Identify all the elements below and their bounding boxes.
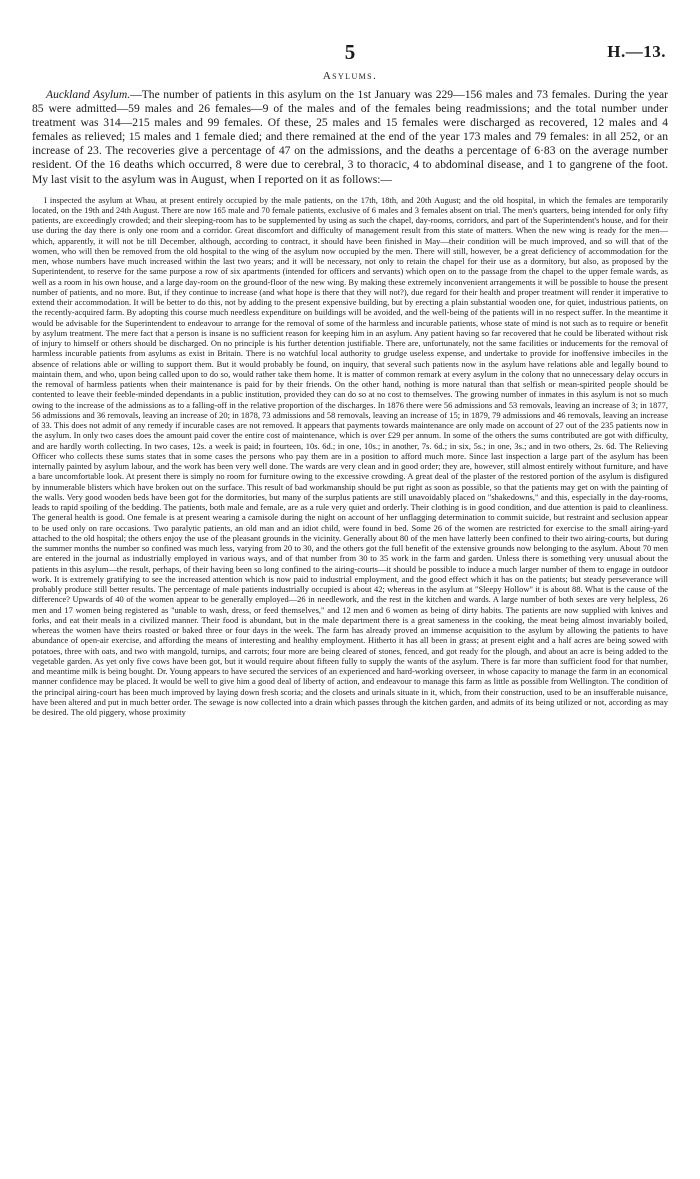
page-number: 5 xyxy=(344,40,356,64)
document-code: H.—13. xyxy=(607,42,666,61)
intro-lead-heading: Auckland Asylum. xyxy=(46,88,131,101)
document-page xyxy=(32,18,668,717)
page-header xyxy=(32,18,668,62)
section-title: Asylums. xyxy=(322,70,378,82)
report-paragraph: I inspected the asylum at Whau, at present entirely occupied by the male patients, on the 17th, 18th, and 20th August; and the old hospital, in which the females are temporarily located, on the 19th and 24th August. There are now 165 male and 70 female patients, exclusive of 6 males and 3 females absent on trial. The men's quarters, being intended for only fifty patients, are exceedingly crowded; and their sleeping-room has to be supplemented by using as such the chapel, day-rooms, corridors, and part of the Superintendent's house, and for their use during the day there is only one room and a corridor. Great discomfort and difficulty of management result from this state of matters. When the new wing is ready for the men—which, apparently, it will not be till December, although, according to contract, it should have been finished in May—their condition will be much improved, and so will that of the women, who will then be removed from the old hospital to the wing of the asylum now occupied by the men. There will still, however, be a great deficiency of accommodation for the men, whose numbers have much increased within the last two years; and it will be necessary, not only to retain the chapel for their use as a dormitory, but also, as proposed by the Superintendent, to reserve for the same purpose a row of six apartments (intended for officers and servants) which open on to the passage from the chapel to the upper female wards, as well as a room in his own house, and a large day-room on the ground-floor of the new wing. By making these extremely inconvenient arrangements it will be possible to house the present number of patients, and no more. But, if they continue to increase (and what hope is there that they will not?), due regard for their health and proper treatment will render it imperative to extend their accommodation. It will be better to do this, not by adding to the present expensive building, but by erecting a plain substantial wooden one, for quiet, industrious patients, on the recently-acquired farm. By adopting this course much needless expenditure on buildings will be avoided, and the well-being of the patients will in no respect suffer. In the meantime it would be advisable for the Superintendent to endeavour to arrange for the removal of some of the harmless and incurable patients, whose state of mind is not such as to require or benefit by asylum treatment. The mere fact that a person is insane is no sufficient reason for keeping him in an asylum. Any patient having so far recovered that he could be liberated without risk of injury to himself or others should be discharged. On no principle is his further detention justifiable. There are, unfortunately, not the same facilities or inducements for the removal of harmless incurable patients from asylums as exist in Britain. There is no watchful local authority to grudge useless expense, and undertake to provide for inoffensive imbeciles in the absence of relations able or willing to support them. But it would probably be found, on inquiry, that several such patients now in the asylum have relations able and legally bound to maintain them, and who, upon being called upon to do so, would rather take them home. It is matter of common remark at every asylum in the colony that no unnecessary delay occurs in the removal of harmless patients when their maintenance is paid for by their friends. On the other hand, nothing is more natural than that selfish or mean-spirited people should be contented to leave their feeble-minded dependants in a public institution, provided they can do so at no cost to themselves. The growing number of inmates in this asylum is not so much owing to the increase of the admissions as to a falling-off in the relative proportion of the discharges. In 1876 there were 56 admissions and 53 removals, leaving an increase of 3; in 1877, 56 admissions and 36 removals, leaving an increase of 20; in 1878, 73 admissions and 58 removals, leaving an increase of 15; in 1879, 79 admissions and 46 removals, leaving an increase of 33. This does not admit of any remedy if incurable cases are not removed. It appears that payments towards maintenance are only made on account of 27 out of the 235 patients now in the asylum. In only two cases does the amount paid cover the entire cost of maintenance, which is over £29 per annum. In some of the others the sums contributed are got with difficulty, and are hardly worth collecting. In two cases, 12s. a week is paid; in fourteen, 10s. 6d.; in one, 10s.; in another, 7s. 6d.; in six, 5s.; in one, 3s.; and in two others, 2s. 6d. The Relieving Officer who collects these sums states that in some cases the persons who pay them are in a position to afford much more. Since last inspection a large part of the asylum has been internally painted by asylum labour, and the work has been very well done. The wards are very clean and in good order; they are, however, still almost entirely without furniture, and have a bare uncomfortable look. At present there is simply no room for furniture owing to the excessive crowding. A great deal of the plaster of the restored portion of the asylum is disfigured by innumerable blisters which have broken out on the surface. This result of bad workmanship should be put right as soon as possible, so that the patients may get on with the painting of the walls. Very good wooden beds have been got for the dormitories, but many of the surplus patients are still unavoidably placed on "shakedowns," and this, especially in the day-rooms, leads to rapid spoiling of the bedding. The patients, both male and female, are as a rule very quiet and orderly. Their clothing is in good condition, and due attention is paid to cleanliness. The general health is good. One female is at present wearing a camisole during the night on account of her unflagging determination to commit suicide, but restraint and seclusion appear to be used only on rare occasions. Two paralytic patients, an old man and an idiot child, were found in bed. Some 26 of the women are restricted for exercise to the small airing-yard attached to the old hospital; the others enjoy the use of the pleasant grounds in the vicinity. Generally about 80 of the men have latterly been confined to their two airing-courts, but during the summer months the number so confined was much less, varying from 20 to 30, and the others got the full benefit of the extensive grounds now belonging to the asylum. About 70 men are entered in the journal as industrially employed in various ways, and of that number from 30 to 35 work in the farm and garden. Unless there is something very unusual about the patients in this asylum—the result, perhaps, of their having been so long confined to the airing-courts—it should be possible to induce a much larger number of them to engage in outdoor work. It is extremely gratifying to see the increased attention which is now paid to industrial employment, and the good effect which it has on the patients; but steady perseverance will probably produce still better results. The percentage of male patients industrially occupied is about 42; whereas in the asylum at "Sleepy Hollow" it is about 88. What is the cause of the difference? Upwards of 40 of the women appear to be generally employed—26 in needlework, and the rest in the kitchen and wards. A large number of both sexes are very helpless, 26 men and 17 women being registered as "unable to wash, dress, or feed themselves," and 12 men and 6 women as being of dirty habits. The patients are now supplied with knives and forks, and eat their meals in a civilized manner. Their food is abundant, but in the male department there is a great sameness in the cooking, the meat being almost invariably boiled, whereas the women have theirs roasted or baked three or four days in the week. The farm has already proved an immense acquisition to the asylum by allowing the patients to have abundance of open-air exercise, and affording the means of interesting and healthy employment. Hitherto it has all been in grass; at present eight and a half acres are being sowed with potatoes, three with oats, and two with mangold, turnips, and carrots; four more are being cleared of stones, fenced, and got ready for the plough, and about an acre is being added to the vegetable garden. As yet only five cows have been got, but it would require about fifteen fully to supply the wants of the asylum. There is far more than sufficient food for that number, and meantime milk is being bought. Dr. Young appears to have secured the services of an experienced and hard-working overseer, in whose capacity to manage the farm in an economical manner confidence may be placed. It would be well to give him a good deal of liberty of action, and endeavour to manage this farm as little as possible from Wellington. The condition of the principal airing-court has been much improved by laying down fresh scoria; and the closets and urinals situate in it, which, from their construction, used to be an insufferable nuisance, have been altered and put in much better order. The sewage is now collected into a drain which passes through the kitchen garden, and admits of its being utilized or not, according as may be desired. The old piggery, whose proximity xyxy=(32,194,668,718)
intro-paragraph xyxy=(32,88,668,187)
intro-text: —The number of patients in this asylum on the 1st January was 229—156 males and 73 females. During the year 85 were admitted—59 males and 26 females—9 of the males and of the females being readmissions; and the total number under treatment was 314—215 males and 99 females. Of these, 25 males and 15 females were discharged as recovered, 12 males and 4 females as relieved; 15 males and 1 female died; and there remained at the end of the year 173 males and 79 females: in all 252, or an increase of 23. The recoveries give a percentage of 47 on the admissions, and the deaths a percentage of 6·83 on the average number resident. Of the 16 deaths which occurred, 8 were due to cerebral, 3 to thoracic, 4 to abdominal disease, and 1 to gangrene of the foot. My last visit to the asylum was in August, when I reported on it as follows:— xyxy=(32,88,668,186)
inspection-report xyxy=(32,195,668,718)
